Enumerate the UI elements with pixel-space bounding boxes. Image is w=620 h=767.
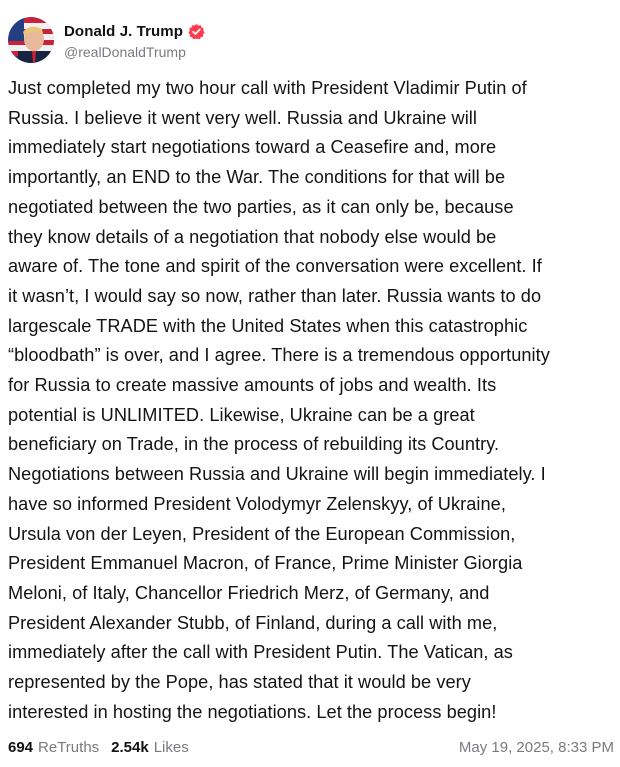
post-text-line: Negotiations between Russia and Ukraine will begin immediately. I: [8, 464, 546, 485]
post-text-line: aware of. The tone and spirit of the conversation were excellent. If: [8, 256, 542, 277]
post-text-line: largescale TRADE with the United States when this catastrophic: [8, 315, 528, 336]
avatar[interactable]: [8, 17, 54, 63]
post-text-line: Russia. I believe it went very well. Russia and Ukraine will: [8, 107, 477, 128]
display-name[interactable]: Donald J. Trump: [64, 22, 184, 40]
post-text-line: negotiated between the two parties, as it can only be, because: [8, 196, 514, 217]
retruths-label: ReTruths: [38, 738, 100, 756]
post-text-line: it wasn’t, I would say so now, rather than later. Russia wants to do: [8, 285, 542, 306]
post-text-line: they know details of a negotiation that nobody else would be: [8, 226, 497, 247]
post-text-line: beneficiary on Trade, in the process of rebuilding its Country.: [8, 434, 500, 455]
author-handle[interactable]: @realDonaldTrump: [64, 44, 186, 60]
post-text-line: Just completed my two hour call with President Vladimir Putin of: [8, 78, 527, 98]
post-text-line: interested in hosting the negotiations. Let the process begin!: [8, 701, 497, 722]
post-text: [8, 74, 614, 727]
post-text-line: “bloodbath” is over, and I agree. There is a tremendous opportunity: [8, 345, 550, 366]
post-text-line: immediately start negotiations toward a Ceasefire and, more: [8, 137, 497, 158]
post-text-line: Ursula von der Leyen, President of the European Commission,: [8, 523, 516, 544]
post-text-line: importantly, an END to the War. The conditions for that will be: [8, 167, 506, 188]
post-timestamp[interactable]: May 19, 2025, 8:33 PM: [458, 738, 614, 756]
post-text-line: for Russia to create massive amounts of jobs and wealth. Its: [8, 375, 497, 396]
retruths-count: 694: [8, 738, 34, 756]
post-text-line: potential is UNLIMITED. Likewise, Ukraine can be a great: [8, 404, 475, 425]
post-text-line: immediately after the call with President Putin. The Vatican, as: [8, 642, 513, 663]
post-text-line: represented by the Pope, has stated that it would be very: [8, 672, 471, 693]
retruths-stat[interactable]: [8, 739, 99, 756]
post-text-line: President Alexander Stubb, of Finland, during a call with me,: [8, 612, 498, 633]
post-text-line: President Emmanuel Macron, of France, Prime Minister Giorgia: [8, 553, 523, 574]
verified-badge-icon: [188, 23, 205, 40]
post-text-line: have so informed President Volodymyr Zelenskyy, of Ukraine,: [8, 493, 506, 514]
author-identity: [64, 20, 205, 60]
likes-stat[interactable]: [111, 739, 189, 756]
post-header: [8, 16, 205, 64]
likes-count: 2.54k: [111, 738, 149, 756]
post-footer: [8, 736, 614, 758]
post-text-line: Meloni, of Italy, Chancellor Friedrich Merz, of Germany, and: [8, 582, 490, 603]
likes-label: Likes: [153, 738, 189, 756]
name-row: [64, 20, 205, 42]
